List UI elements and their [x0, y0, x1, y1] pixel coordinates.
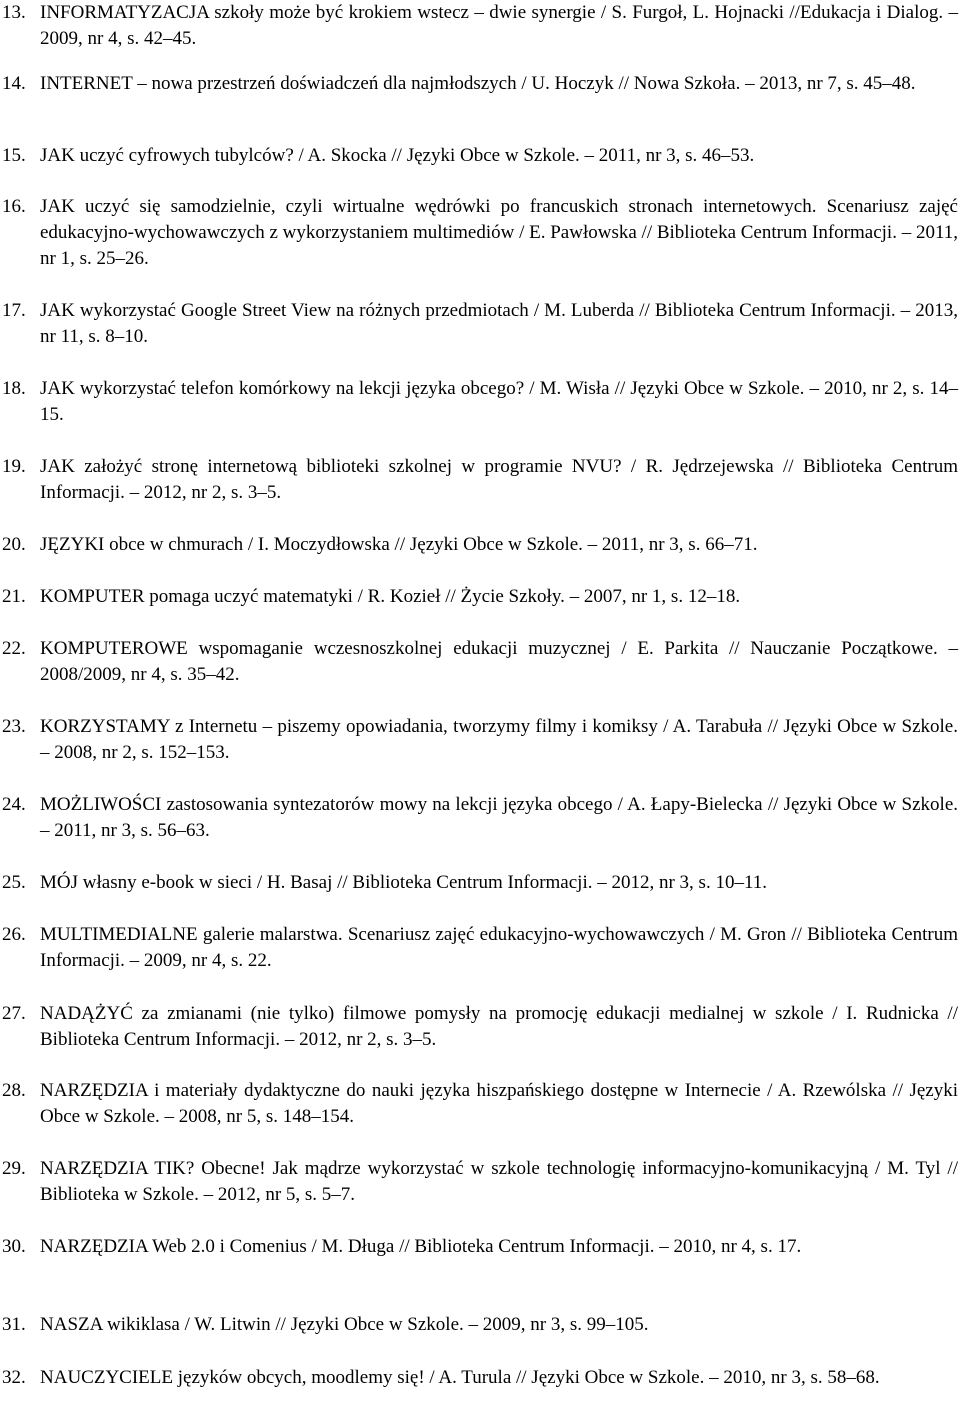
entry-text: INFORMATYZACJA szkoły może być krokiem wstecz – dwie synergie / S. Furgoł, L. Hojnacki //Edukacja i Dialog. – 2009, nr 4, s. 42–45. — [40, 2, 958, 49]
entry-text: NARZĘDZIA i materiały dydaktyczne do nauki języka hiszpańskiego dostępne w Internecie / A. Rzewólska // Języki Obce w Szkole. – 2008, nr 5, s. 148–154. — [40, 1080, 958, 1127]
bibliography-entry-19 — [0, 454, 958, 506]
entry-text: NADĄŻYĆ za zmianami (nie tylko) filmowe pomysły na promocję edukacji medialnej w szkole / I. Rudnicka // Biblioteka Centrum Informacji. – 2012, nr 2, s. 3–5. — [40, 1003, 958, 1050]
entry-number: 22. — [2, 638, 26, 659]
bibliography-entry-31 — [0, 1312, 958, 1338]
entry-number: 19. — [2, 456, 26, 477]
entry-number: 13. — [2, 2, 26, 23]
entry-text: JAK uczyć się samodzielnie, czyli wirtualne wędrówki po francuskich stronach internetowych. Scenariusz zajęć edukacyjno-wychowawczych z wykorzystaniem multimediów / E. Pawłowska // Biblioteka Centrum Informacji. – 2011, nr 1, s. 25–26. — [40, 196, 958, 269]
bibliography-entry-15 — [0, 143, 958, 169]
entry-number: 15. — [2, 145, 26, 166]
entry-text: JAK wykorzystać Google Street View na różnych przedmiotach / M. Luberda // Biblioteka Centrum Informacji. – 2013, nr 11, s. 8–10. — [40, 300, 958, 347]
entry-text: JAK uczyć cyfrowych tubylców? / A. Skocka // Języki Obce w Szkole. – 2011, nr 3, s. 46–53. — [40, 145, 755, 166]
entry-number: 24. — [2, 794, 26, 815]
entry-text: INTERNET – nowa przestrzeń doświadczeń dla najmłodszych / U. Hoczyk // Nowa Szkoła. – 2013, nr 7, s. 45–48. — [40, 73, 916, 94]
entry-number: 18. — [2, 378, 26, 399]
entry-text: KORZYSTAMY z Internetu – piszemy opowiadania, tworzymy filmy i komiksy / A. Tarabuła // Języki Obce w Szkole. – 2008, nr 2, s. 152–153. — [40, 716, 958, 763]
entry-number: 31. — [2, 1314, 26, 1335]
entry-number: 14. — [2, 73, 26, 94]
entry-number: 27. — [2, 1003, 26, 1024]
bibliography-entry-20 — [0, 532, 958, 558]
entry-number: 26. — [2, 924, 26, 945]
bibliography-entry-25 — [0, 870, 958, 896]
entry-text: MÓJ własny e-book w sieci / H. Basaj // Biblioteka Centrum Informacji. – 2012, nr 3, s. 10–11. — [40, 872, 768, 893]
entry-number: 20. — [2, 534, 26, 555]
entry-text: NARZĘDZIA TIK? Obecne! Jak mądrze wykorzystać w szkole technologię informacyjno-komunikacyjną / M. Tyl // Biblioteka w Szkole. – 2012, nr 5, s. 5–7. — [40, 1158, 958, 1205]
bibliography-entry-23 — [0, 714, 958, 766]
bibliography-entry-18 — [0, 376, 958, 428]
entry-text: NARZĘDZIA Web 2.0 i Comenius / M. Długa // Biblioteka Centrum Informacji. – 2010, nr 4, s. 17. — [40, 1236, 802, 1257]
bibliography-entry-27 — [0, 1001, 958, 1053]
bibliography-entry-21 — [0, 584, 958, 610]
entry-text: MOŻLIWOŚCI zastosowania syntezatorów mowy na lekcji języka obcego / A. Łapy-Bielecka // Języki Obce w Szkole. – 2011, nr 3, s. 56–63. — [40, 794, 958, 841]
entry-number: 32. — [2, 1367, 26, 1388]
bibliography-entry-28 — [0, 1078, 958, 1130]
entry-number: 29. — [2, 1158, 26, 1179]
bibliography-entry-32 — [0, 1365, 958, 1391]
entry-number: 28. — [2, 1080, 26, 1101]
bibliography-entry-17 — [0, 298, 958, 350]
entry-text: KOMPUTEROWE wspomaganie wczesnoszkolnej edukacji muzycznej / E. Parkita // Nauczanie Początkowe. – 2008/2009, nr 4, s. 35–42. — [40, 638, 958, 685]
entry-text: NAUCZYCIELE języków obcych, moodlemy się! / A. Turula // Języki Obce w Szkole. – 2010, nr 3, s. 58–68. — [40, 1367, 880, 1388]
entry-text: MULTIMEDIALNE galerie malarstwa. Scenariusz zajęć edukacyjno-wychowawczych / M. Gron // Biblioteka Centrum Informacji. – 2009, nr 4, s. 22. — [40, 924, 958, 971]
bibliography-entry-26 — [0, 922, 958, 974]
entry-text: NASZA wikiklasa / W. Litwin // Języki Obce w Szkole. – 2009, nr 3, s. 99–105. — [40, 1314, 649, 1335]
entry-number: 30. — [2, 1236, 26, 1257]
entry-number: 23. — [2, 716, 26, 737]
bibliography-entry-16 — [0, 194, 958, 272]
entry-number: 25. — [2, 872, 26, 893]
bibliography-entry-22 — [0, 636, 958, 688]
bibliography-entry-24 — [0, 792, 958, 844]
bibliography-entry-13 — [0, 0, 958, 52]
entry-text: JĘZYKI obce w chmurach / I. Moczydłowska // Języki Obce w Szkole. – 2011, nr 3, s. 66–71. — [40, 534, 758, 555]
entry-text: KOMPUTER pomaga uczyć matematyki / R. Kozieł // Życie Szkoły. – 2007, nr 1, s. 12–18. — [40, 586, 741, 607]
entry-text: JAK wykorzystać telefon komórkowy na lekcji języka obcego? / M. Wisła // Języki Obce w Szkole. – 2010, nr 2, s. 14–15. — [40, 378, 958, 425]
bibliography-entry-29 — [0, 1156, 958, 1208]
entry-number: 17. — [2, 300, 26, 321]
entry-text: JAK założyć stronę internetową biblioteki szkolnej w programie NVU? / R. Jędrzejewska // Biblioteka Centrum Informacji. – 2012, nr 2, s. 3–5. — [40, 456, 958, 503]
bibliography-entry-30 — [0, 1234, 958, 1260]
entry-number: 16. — [2, 196, 26, 217]
bibliography-entry-14 — [0, 71, 958, 97]
entry-number: 21. — [2, 586, 26, 607]
